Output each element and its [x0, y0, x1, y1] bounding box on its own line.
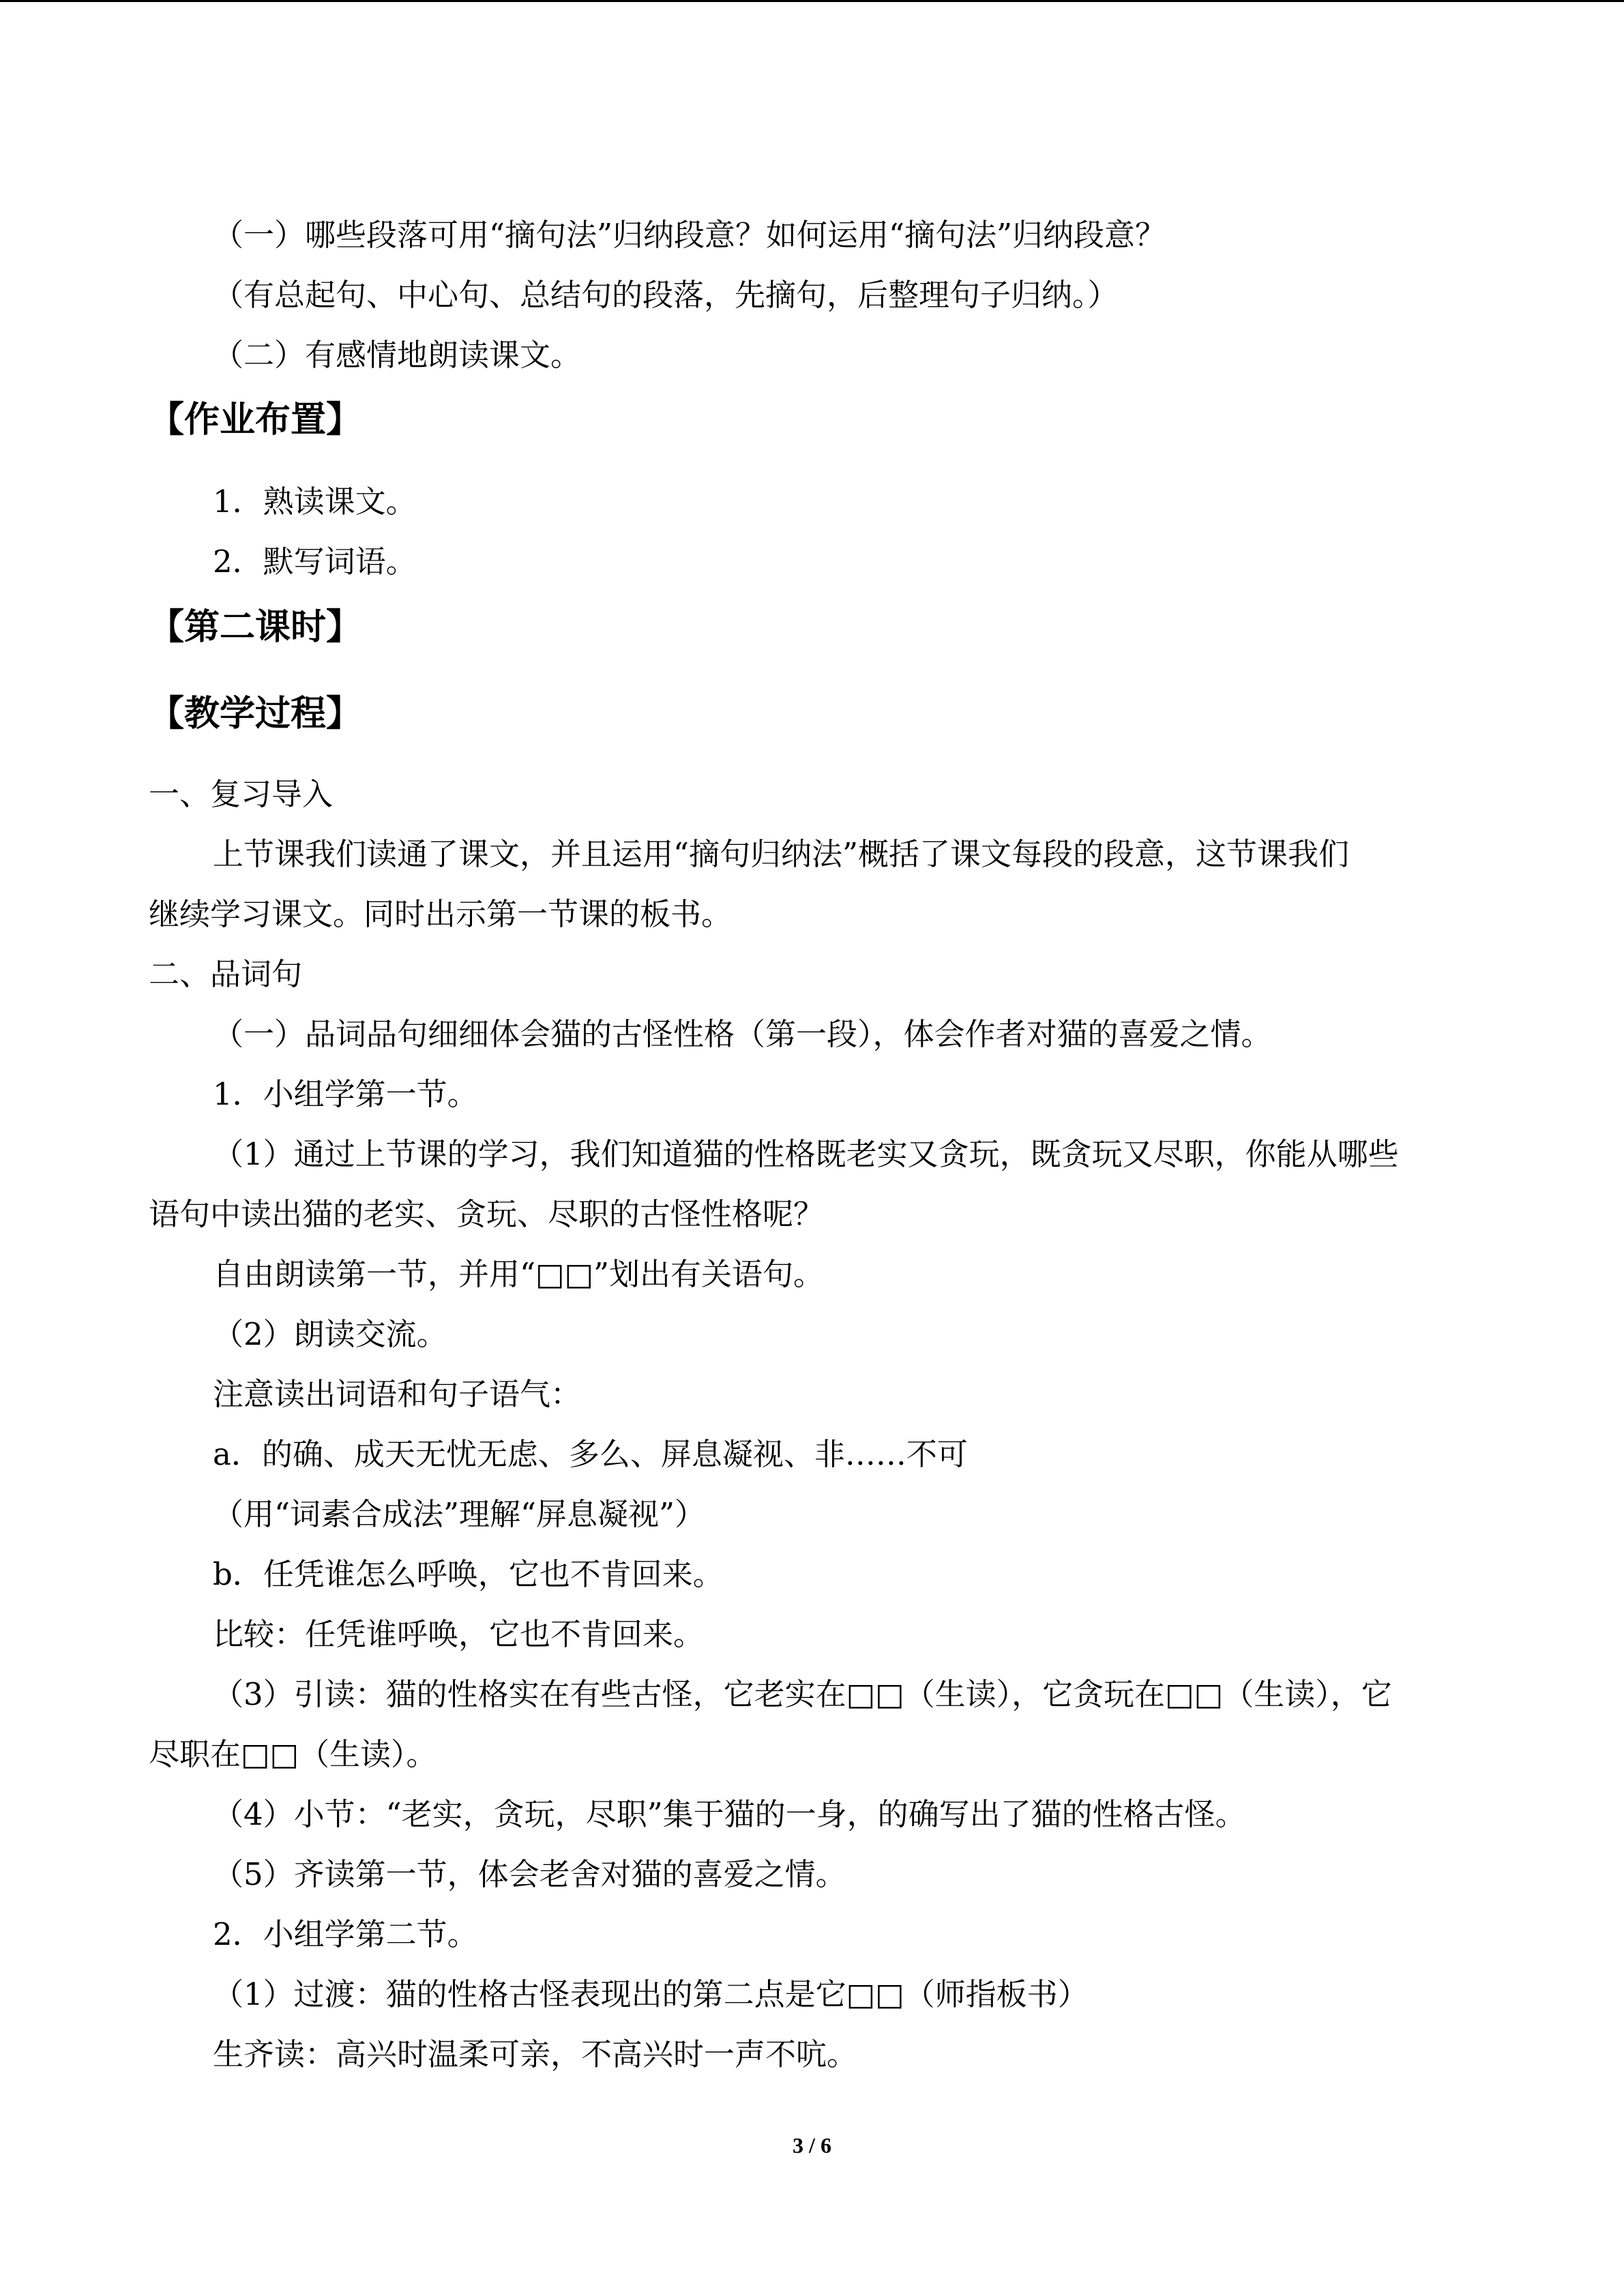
- paragraph: 生齐读：高兴时温柔可亲，不高兴时一声不吭。: [213, 2036, 858, 2072]
- paragraph: 2．默写词语。: [213, 543, 417, 580]
- paragraph: （2）朗读交流。: [213, 1316, 447, 1352]
- paragraph: 1．熟读课文。: [213, 483, 417, 520]
- paragraph: （1）通过上节课的学习，我们知道猫的性格既老实又贪玩，既贪玩又尽职，你能从哪些: [213, 1136, 1399, 1172]
- paragraph: （一）品词品句细细体会猫的古怪性格（第一段），体会作者对猫的喜爱之情。: [213, 1016, 1272, 1052]
- paragraph: 二、品词句: [149, 956, 303, 992]
- paragraph: （4）小节：“老实，贪玩，尽职”集于猫的一身，的确写出了猫的性格古怪。: [213, 1796, 1246, 1832]
- paragraph: 语句中读出猫的老实、贪玩、尽职的古怪性格呢？: [149, 1196, 825, 1232]
- paragraph: 上节课我们读通了课文，并且运用“摘句归纳法”概括了课文每段的段意，这节课我们: [213, 836, 1350, 872]
- paragraph: 继续学习课文。同时出示第一节课的板书。: [149, 896, 733, 932]
- paragraph: （3）引读：猫的性格实在有些古怪，它老实在□□（生读），它贪玩在□□（生读），它: [213, 1676, 1392, 1712]
- paragraph: （一）哪些段落可用“摘句法”归纳段意？如何运用“摘句法”归纳段意？: [213, 217, 1166, 253]
- section-heading-homework: 【作业布置】: [149, 400, 362, 441]
- paragraph: 自由朗读第一节，并用“□□”划出有关语句。: [213, 1256, 825, 1292]
- paragraph: 一、复习导入: [149, 776, 334, 812]
- paragraph: （5）齐读第一节，体会老舍对猫的喜爱之情。: [213, 1856, 846, 1892]
- paragraph: 1．小组学第一节。: [213, 1076, 478, 1112]
- section-heading-teaching-process: 【教学过程】: [149, 694, 362, 734]
- paragraph: （二）有感情地朗读课文。: [213, 337, 582, 373]
- top-border: [0, 0, 1624, 2]
- paragraph: 尽职在□□（生读）。: [149, 1736, 437, 1772]
- paragraph: （有总起句、中心句、总结句的段落，先摘句，后整理句子归纳。）: [213, 277, 1119, 313]
- paragraph: 注意读出词语和句子语气：: [213, 1376, 582, 1412]
- paragraph: b．任凭谁怎么呼唤，它也不肯回来。: [213, 1556, 724, 1592]
- page-number: 3 / 6: [793, 2133, 831, 2158]
- paragraph: 比较：任凭谁呼唤，它也不肯回来。: [213, 1616, 705, 1652]
- section-heading-second-lesson: 【第二课时】: [149, 607, 362, 648]
- paragraph: 2．小组学第二节。: [213, 1916, 478, 1952]
- paragraph: （用“词素合成法”理解“屏息凝视”）: [213, 1496, 706, 1532]
- paragraph: （1）过渡：猫的性格古怪表现出的第二点是它□□（师指板书）: [213, 1976, 1089, 2012]
- paragraph: a．的确、成天无忧无虑、多么、屏息凝视、非……不可: [213, 1436, 968, 1472]
